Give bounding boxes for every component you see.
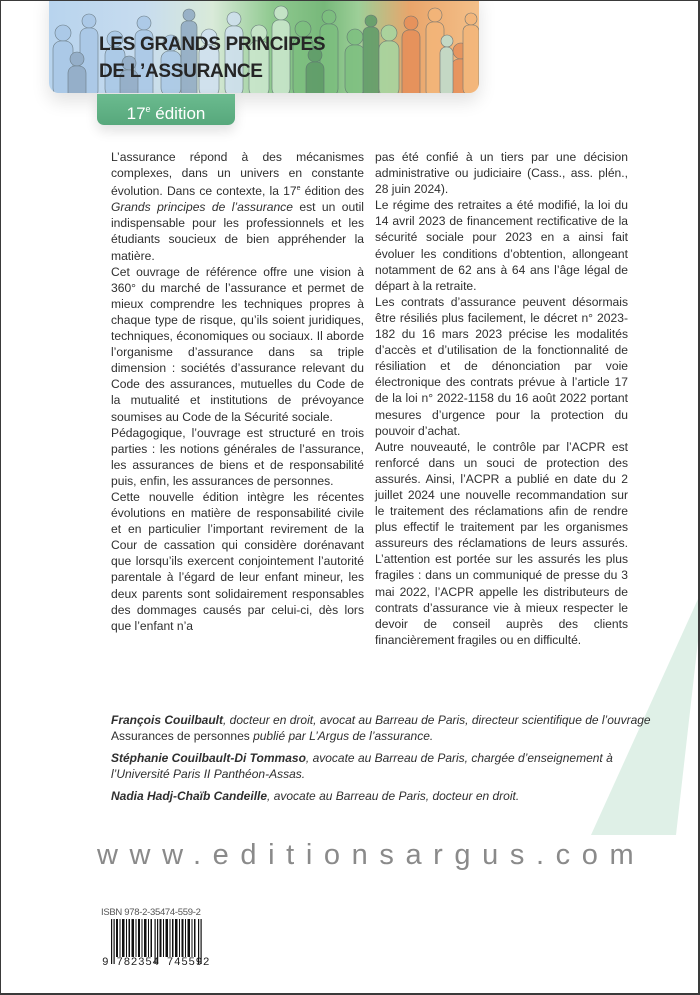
paragraph-acpr: Autre nouveauté, le contrôle par l’ACPR est renforcé dans un souci de protection des assurés. Ainsi, l’ACPR a publié en date du 2 juillet 2024 une nouvelle recommandation sur le traitement des réclamations afin de rendre plus effectif le traitement par les organismes assureurs des réclamations de leurs assurés. L’attention est portée sur les assurés les plus fragiles : dans un communiqué de presse du 3 mai 2022, l’ACPR appelle les distributeurs de contrats d’assurance vie à mieux respecter le devoir de conseil auprès des clients financièrement fragiles ou en difficulté. (375, 439, 628, 647)
book-back-cover (1, 1, 698, 993)
book-title-italic: Grands principes de l’assurance (111, 200, 293, 215)
paragraph-contracts: Les contrats d’assurance peuvent désormais être résiliés plus facilement, le décret n° 2023-182 du 16 mars 2023 précise les modalités d’accès et d’utilisation de la fonctionnalité de résiliation et de dénonciation par voie électronique des contrats prévue à l’article 17 de la loi n° 2022-1158 du 16 août 2022 portant mesures d’urgence pour la protection du pouvoir d’achat. (375, 294, 628, 438)
author-name: Nadia Hadj-Chaïb Candeille (111, 789, 268, 803)
intro-text: L’assurance répond à des mécanismes complexes, dans un univers en constante évolution. Dans ce contexte, la 17 (111, 150, 364, 199)
paragraph-pedagogy: Pédagogique, l’ouvrage est structuré en trois parties : les notions générales de l’assurance, les assurances de biens et de responsabilité puis, enfin, les assurances de personnes. (111, 425, 364, 488)
author-entry (111, 712, 651, 744)
isbn-label: ISBN 978-2-35474-559-2 (101, 907, 201, 918)
paragraph-retirement: Le régime des retraites a été modifié, la loi du 14 avril 2023 de financement rectificative de la sécurité sociale pour 2023 en a ainsi fait évoluer les conditions d’obtention, allongeant notamment de 62 ans à 64 ans l’âge légal de départ à la retraite. (375, 198, 628, 293)
author-entry (111, 750, 651, 782)
right-text-column (375, 149, 628, 648)
book-title-line2: DE L’ASSURANCE (99, 61, 263, 82)
paragraph-continuation: pas été confié à un tiers par une décision administrative ou judiciaire (Cass., ass. plén., 28 juin 2024). (375, 150, 628, 197)
author-description: , docteur en droit, avocat au Barreau de Paris, directeur scientifique de l’ouvrage (223, 713, 651, 727)
paragraph-reference: Cet ouvrage de référence offre une vision à 360° du marché de l’assurance et permet de mieux comprendre les techniques propres à chaque type de risque, qu’ils soient juridiques, techniques, économiques ou sociaux. Il aborde l’organisme d’assurance dans sa triple dimension : sociétés d’assurance relevant du Code des assurances, mutuelles du Code de la mutualité et institutions de prévoyance soumises au Code de la Sécurité sociale. (111, 264, 364, 424)
intro-text-3: est un outil indispensable pour les professionnels et les étudiants soucieux de bien appréhender la matière. (111, 200, 364, 263)
paragraph-new-edition: Cette nouvelle édition intègre les récentes évolutions en matière de responsabilité civile et en particulier l’important revirement de la Cour de cassation qui considère dorénavant que lorsqu’ils exercent conjointement l’autorité parentale à l’égard de leur enfant mineur, les deux parents sont solidairement responsables des dommages causés par celui-ci, dès lors que l’enfant n’a (111, 489, 364, 633)
edition-number: 17 (126, 104, 146, 123)
author-description: , avocate au Barreau de Paris, chargée d’enseignement à l’Université Paris II Panthéon-Assas. (111, 751, 613, 781)
publisher-website: www.editionsargus.com (97, 839, 646, 871)
intro-text-2: édition des (300, 184, 364, 199)
book-title-line1: LES GRANDS PRINCIPES (99, 34, 326, 55)
intro-superscript: e (296, 185, 301, 193)
author-book-title: Assurances de personnes (111, 729, 250, 743)
paragraph-intro (111, 149, 364, 264)
author-description: , avocate au Barreau de Paris, docteur en droit. (267, 789, 520, 803)
title-banner (49, 1, 479, 93)
edition-badge (97, 94, 235, 125)
edition-label: édition (150, 104, 206, 123)
edition-superscript: e (145, 104, 151, 114)
book-title (99, 31, 325, 85)
author-description-end: publié par L’Argus de l’assurance. (249, 729, 434, 743)
left-text-column (111, 149, 364, 634)
barcode-digits: 9 782354 745592 (102, 957, 211, 969)
author-name: Stéphanie Couilbault-Di Tommaso (111, 751, 306, 765)
authors-section (111, 712, 651, 810)
author-entry (111, 788, 651, 804)
author-name: François Couilbault (111, 713, 224, 727)
